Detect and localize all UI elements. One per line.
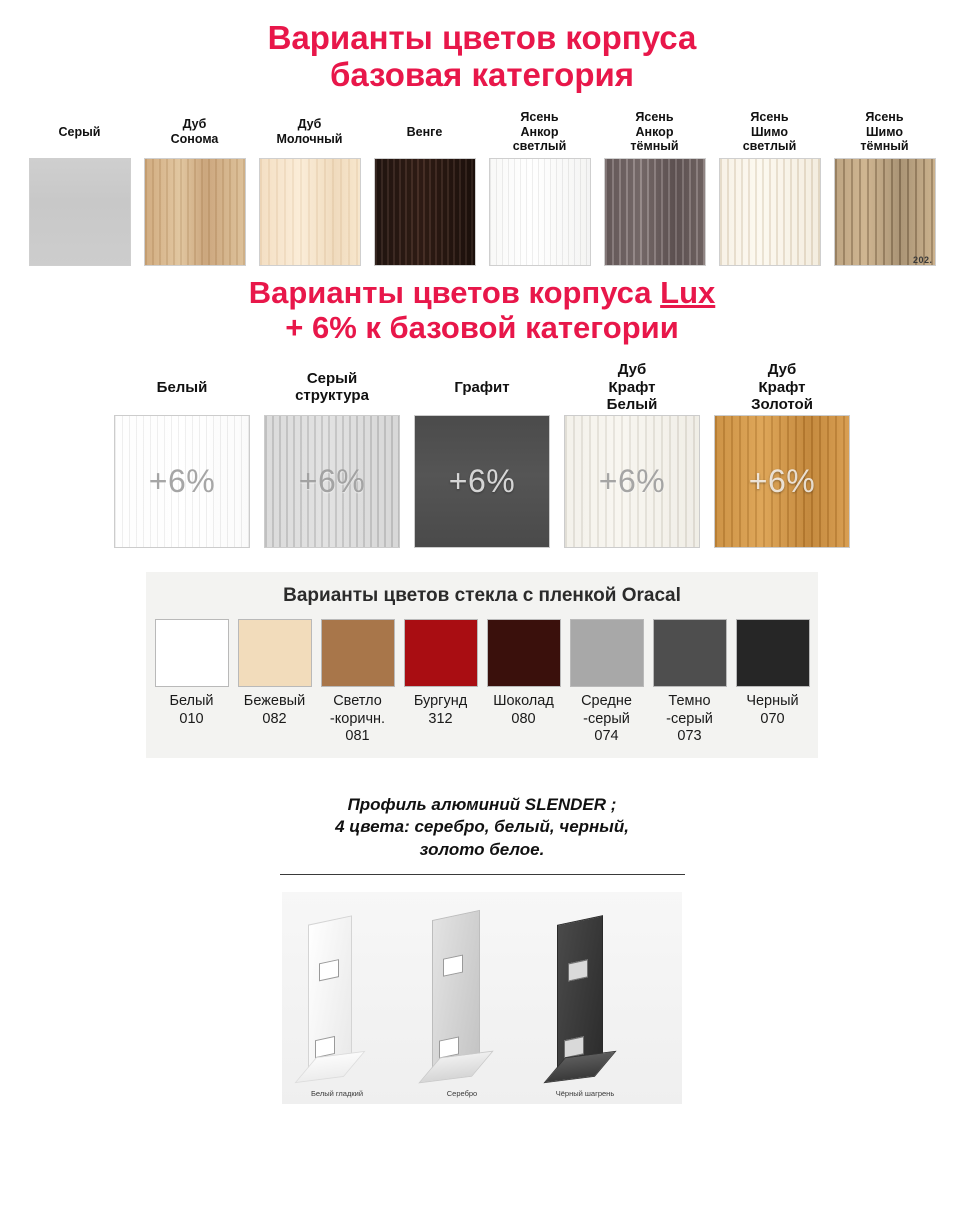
lux-color-label: Графит	[454, 378, 510, 396]
profile-note-line2: 4 цвета: серебро, белый, черный,	[335, 817, 629, 837]
page-title-base	[0, 20, 964, 94]
lux-surcharge-badge: +6%	[298, 463, 366, 500]
oracal-color-name: Средне	[581, 693, 632, 710]
profile-note-line3: золото белое.	[419, 840, 545, 860]
oracal-color-extra: 081	[345, 728, 370, 745]
base-color-item[interactable]	[482, 106, 597, 266]
base-color-label: Дуб Молочный	[276, 117, 343, 146]
base-color-label: Серый	[58, 124, 101, 139]
oracal-color-item[interactable]	[482, 619, 565, 728]
lux-color-swatch[interactable]	[264, 415, 400, 548]
base-color-item[interactable]	[137, 106, 252, 266]
profile-caption-white: Белый гладкий	[310, 1089, 364, 1099]
base-color-swatch[interactable]	[604, 158, 706, 266]
oracal-color-name: Светло	[333, 693, 382, 710]
lux-color-swatch-row	[0, 359, 964, 548]
base-color-label: Ясень Шимо тёмный	[860, 109, 909, 154]
oracal-color-name: Темно	[668, 693, 711, 710]
oracal-color-item[interactable]	[565, 619, 648, 745]
base-color-swatch[interactable]	[29, 158, 131, 266]
oracal-color-name: Шоколад	[493, 693, 554, 710]
oracal-color-swatch[interactable]	[321, 619, 395, 687]
lux-color-swatch[interactable]	[414, 415, 550, 548]
oracal-color-item[interactable]	[648, 619, 731, 745]
oracal-color-swatch[interactable]	[238, 619, 312, 687]
oracal-swatch-row	[146, 619, 818, 745]
base-color-swatch[interactable]	[719, 158, 821, 266]
lux-color-item[interactable]	[712, 359, 852, 548]
oracal-color-item[interactable]	[233, 619, 316, 728]
oracal-color-extra: 073	[677, 728, 702, 745]
oracal-color-swatch[interactable]	[404, 619, 478, 687]
oracal-color-code: -коричн.	[329, 710, 386, 727]
oracal-color-code: 082	[262, 710, 287, 727]
oracal-color-name: Черный	[746, 693, 799, 710]
oracal-color-code: 010	[179, 710, 204, 727]
page-title-lux-line1	[0, 276, 964, 311]
watermark-text: 202.	[912, 254, 933, 265]
base-color-label: Ясень Шимо светлый	[742, 109, 797, 154]
lux-color-item[interactable]	[112, 359, 252, 548]
lux-color-label: Дуб Крафт Белый	[606, 361, 658, 413]
profile-notch-icon	[568, 960, 588, 982]
oracal-color-item[interactable]	[316, 619, 399, 745]
profile-notch-icon	[319, 959, 339, 981]
lux-color-swatch[interactable]	[564, 415, 700, 548]
oracal-color-swatch[interactable]	[570, 619, 644, 687]
oracal-color-item[interactable]	[731, 619, 814, 728]
profile-note-line1: Профиль алюминий SLENDER ;	[347, 794, 617, 814]
profile-note	[0, 794, 964, 863]
oracal-color-item[interactable]	[150, 619, 233, 728]
lux-color-item[interactable]	[262, 359, 402, 548]
lux-surcharge-badge: +6%	[148, 463, 216, 500]
base-color-item[interactable]	[367, 106, 482, 266]
page-title-lux-line2: + 6% к базовой категории	[285, 309, 679, 345]
base-color-swatch[interactable]	[374, 158, 476, 266]
lux-color-swatch[interactable]	[114, 415, 250, 548]
profile-bar-face	[308, 916, 352, 1075]
profile-bar-top	[294, 1051, 365, 1083]
base-color-swatch[interactable]	[144, 158, 246, 266]
oracal-color-extra: 074	[594, 728, 619, 745]
base-color-item[interactable]	[597, 106, 712, 266]
profile-bar-face	[557, 915, 603, 1075]
profile-bar-top	[418, 1051, 493, 1084]
lux-color-label: Серый структура	[295, 370, 369, 405]
profile-bar-top	[543, 1051, 616, 1083]
profile-notch-icon	[443, 955, 463, 977]
base-color-item[interactable]	[22, 106, 137, 266]
base-color-item[interactable]	[252, 106, 367, 266]
oracal-color-code: 080	[511, 710, 536, 727]
oracal-section-title: Варианты цветов стекла с пленкой Oracal	[283, 585, 681, 607]
oracal-color-name: Белый	[169, 693, 214, 710]
horizontal-divider	[280, 874, 685, 875]
base-color-item[interactable]	[827, 106, 942, 266]
oracal-color-code: 070	[760, 710, 785, 727]
profile-photo	[282, 892, 682, 1104]
lux-color-label: Белый	[156, 378, 208, 396]
base-color-swatch[interactable]	[834, 158, 936, 266]
base-color-item[interactable]	[712, 106, 827, 266]
oracal-color-item[interactable]	[399, 619, 482, 728]
base-color-swatch-row	[22, 106, 942, 266]
page-title-lux	[0, 276, 964, 345]
lux-color-swatch[interactable]	[714, 415, 850, 548]
base-color-label: Венге	[406, 124, 443, 139]
oracal-color-code: -серый	[666, 710, 713, 727]
oracal-color-swatch[interactable]	[155, 619, 229, 687]
page-title-lux-prefix: Варианты цветов корпуса	[248, 274, 661, 310]
oracal-color-swatch[interactable]	[487, 619, 561, 687]
oracal-color-name: Бургунд	[413, 693, 468, 710]
page-title-base-line2: базовая категория	[329, 55, 635, 93]
base-color-label: Дуб Сонома	[170, 117, 219, 146]
lux-surcharge-badge: +6%	[748, 463, 816, 500]
lux-color-item[interactable]	[562, 359, 702, 548]
page-title-lux-lux-word: Lux	[660, 274, 716, 310]
oracal-color-code: 312	[428, 710, 453, 727]
oracal-color-swatch[interactable]	[736, 619, 810, 687]
oracal-color-name: Бежевый	[243, 693, 306, 710]
profile-bar-face	[432, 910, 480, 1075]
oracal-color-swatch[interactable]	[653, 619, 727, 687]
lux-color-label: Дуб Крафт Золотой	[751, 361, 813, 413]
oracal-glass-section	[146, 572, 818, 757]
base-color-swatch[interactable]	[259, 158, 361, 266]
oracal-color-code: -серый	[583, 710, 630, 727]
base-color-swatch[interactable]	[489, 158, 591, 266]
lux-color-item[interactable]	[412, 359, 552, 548]
lux-surcharge-badge: +6%	[598, 463, 666, 500]
profile-caption-silver: Серебро	[446, 1089, 478, 1099]
base-color-label: Ясень Анкор светлый	[512, 109, 567, 154]
page-title-base-line1: Варианты цветов корпуса	[267, 19, 697, 56]
base-color-label: Ясень Анкор тёмный	[630, 109, 679, 154]
lux-surcharge-badge: +6%	[448, 463, 516, 500]
profile-caption-black: Чёрный шагрень	[555, 1089, 615, 1099]
